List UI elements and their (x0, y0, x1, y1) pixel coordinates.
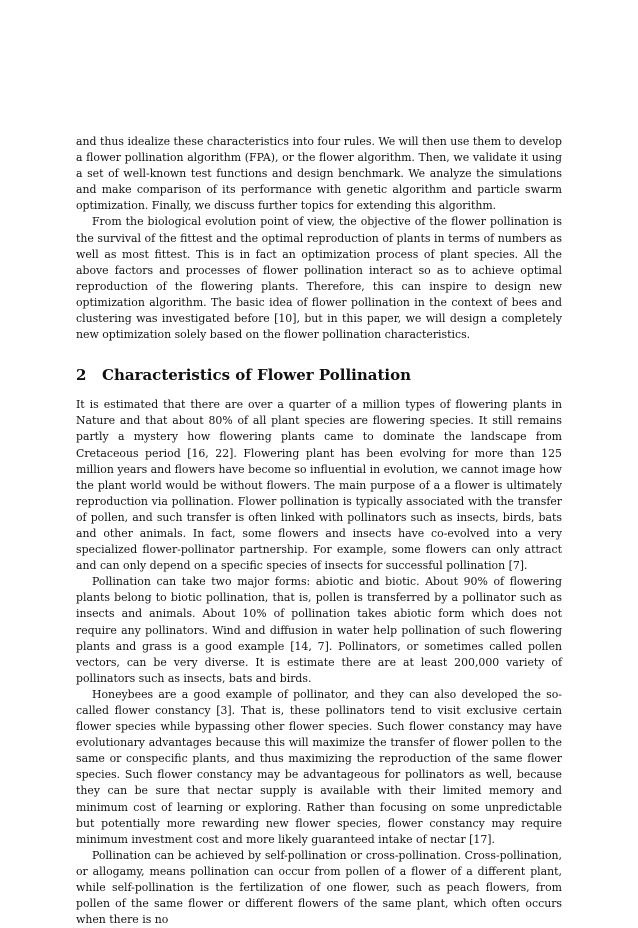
section-paragraph-2: Pollination can take two major forms: abiotic and biotic. About 90% of flowering plants belong to biotic pollination, that is, pollen is transferred by a pollinator such as insects and animals. About 10% of pollination takes abiotic form which does not require any pollinators. Wind and diffusion in water help pollination of such flowering plants and grass is a good example [14, 7]. Pollinators, or sometimes called pollen vectors, can be very diverse. It is estimate there are at least 200,000 variety of pollinators such as insects, bats and birds. (76, 575, 562, 685)
section-paragraph-3: Honeybees are a good example of pollinator, and they can also developed the so-called flower constancy [3]. That is, these pollinators tend to visit exclusive certain flower species while bypassing other flower species. Such flower constancy may have evolutionary advantages because this will maximize the transfer of flower pollen to the same or conspecific plants, and thus maximizing the reproduction of the same flower species. Such flower constancy may be advantageous for pollinators as well, because they can be sure that nectar supply is available with their limited memory and minimum cost of learning or exploring. Rather than focusing on some unpredictable but potentially more rewarding new flower species, flower constancy may require minimum investment cost and more likely guaranteed intake of nectar [17]. (76, 687, 562, 846)
section-paragraph-4: Pollination can be achieved by self-pollination or cross-pollination. Cross-pollination, or allogamy, means pollination can occur from pollen of a flower of a different plant, while self-pollination is the fertilization of one flower, such as peach flowers, from pollen of the same flower or different flowers of the same plant, which often occurs when there is no (76, 848, 562, 927)
page-body (76, 134, 562, 928)
intro-paragraph-1: and thus idealize these characteristics into four rules. We will then use them to develop a flower pollination algorithm (FPA), or the flower algorithm. Then, we validate it using a set of well-known test functions and design benchmark. We analyze the simulations and make comparison of its performance with genetic algorithm and particle swarm optimization. Finally, we discuss further topics for extending this algorithm. (76, 135, 562, 213)
section-number: 2 (76, 366, 87, 385)
intro-paragraph-2: From the biological evolution point of view, the objective of the flower pollination is the survival of the fittest and the optimal reproduction of plants in terms of numbers as well as most fittest. This is in fact an optimization process of plant species. All the above factors and processes of flower pollination interact so as to achieve optimal reproduction of the flowering plants. Therefore, this can inspire to design new optimization algorithm. The basic idea of flower pollination in the context of bees and clustering was investigated before [10], but in this paper, we will design a completely new optimization solely based on the flower pollination characteristics. (76, 215, 562, 342)
section-heading (76, 365, 562, 385)
section-paragraph-1: It is estimated that there are over a quarter of a million types of flowering plants in Nature and that about 80% of all plant species are flowering species. It still remains partly a mystery how flowering plants came to dominate the landscape from Cretaceous period [16, 22]. Flowering plant has been evolving for more than 125 million years and flowers have become so influential in evolution, we cannot image how the plant world would be without flowers. The main purpose of a a flower is ultimately reproduction via pollination. Flower pollination is typically associated with the transfer of pollen, and such transfer is often linked with pollinators such as insects, birds, bats and other animals. In fact, some flowers and insects have co-evolved into a very specialized flower-pollinator partnership. For example, some flowers can only attract and can only depend on a specific species of insects for successful pollination [7]. (76, 398, 562, 573)
section-title: Characteristics of Flower Pollination (102, 366, 412, 385)
